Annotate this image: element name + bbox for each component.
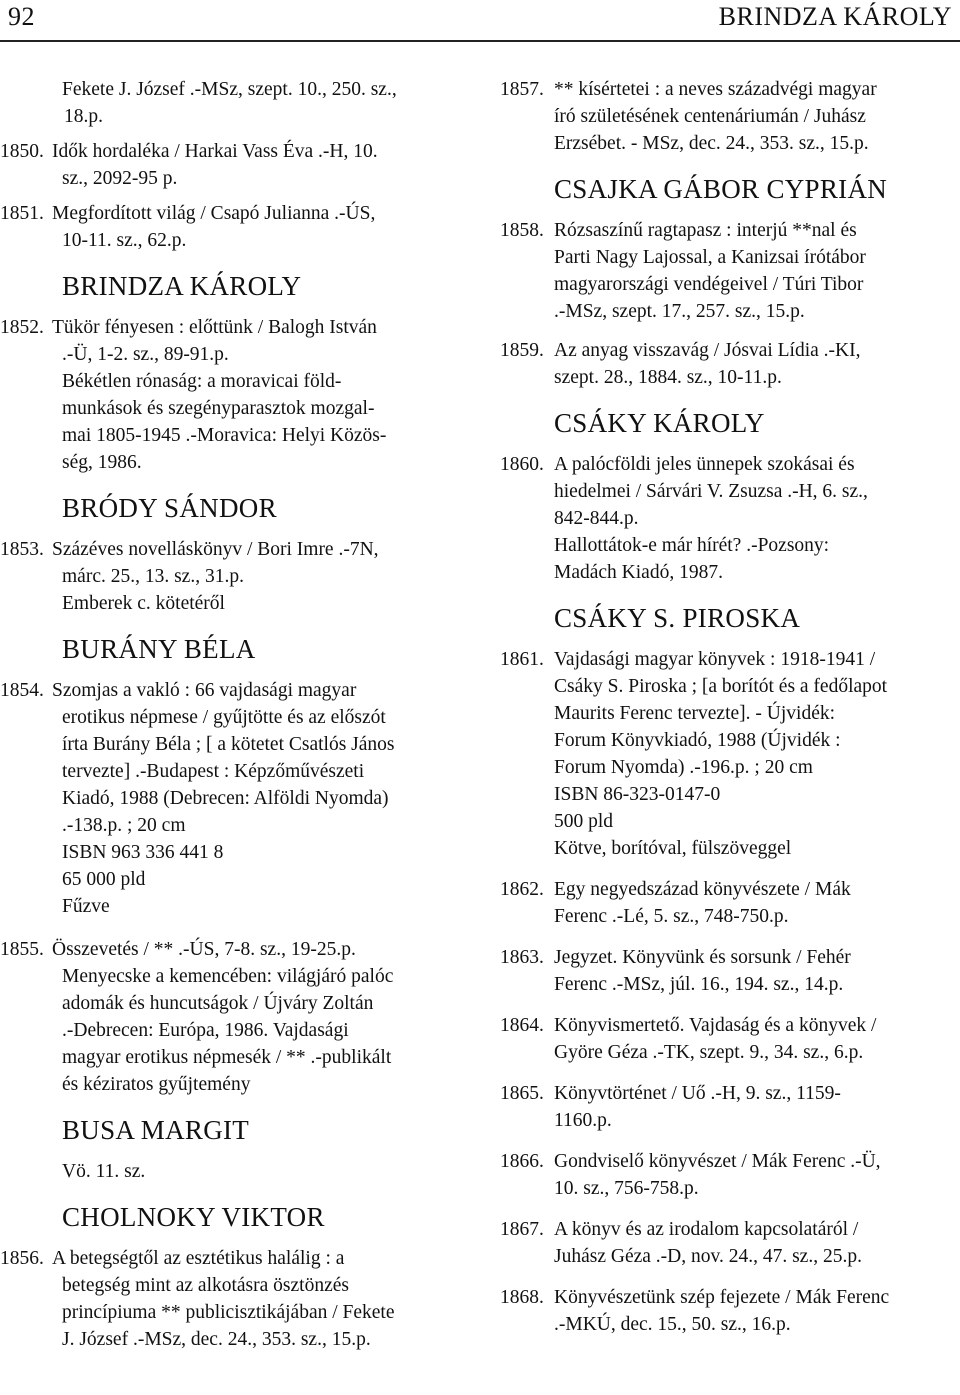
- entry-line: Emberek c. kötetéről: [62, 593, 225, 614]
- entry-line: Vö. 11. sz.: [62, 1161, 146, 1182]
- entry-line: írta Burány Béla ; [ a kötetet Csatlós János: [62, 734, 395, 755]
- entry-number: 1867.: [500, 1219, 544, 1240]
- entry-line: Györe Géza .-TK, szept. 9., 34. sz., 6.p.: [554, 1042, 864, 1063]
- entry-line: adomák és huncutságok / Újváry Zoltán: [62, 993, 374, 1014]
- entry-line: 18.p.: [64, 106, 103, 127]
- entry-1858: [500, 217, 956, 325]
- entry-number: 1859.: [500, 340, 544, 361]
- entry-line: ISBN 86-323-0147-0: [554, 784, 721, 805]
- running-head: BRINDZA KÁROLY: [718, 2, 952, 31]
- entry-line: J. József .-MSz, dec. 24., 353. sz., 15.p.: [62, 1329, 371, 1350]
- entry-line: Tükör fényesen : előttünk / Balogh István: [52, 317, 377, 338]
- entry-line: tervezte] .-Budapest : Képzőművészeti: [62, 761, 365, 782]
- entry-line: ség, 1986.: [62, 452, 142, 473]
- entry-1856: [0, 1245, 464, 1353]
- entry-line: Forum Könyvkiadó, 1988 (Újvidék :: [554, 730, 841, 751]
- entry-1866: [500, 1148, 956, 1202]
- entry-line: Juhász Géza .-D, nov. 24., 47. sz., 25.p.: [554, 1246, 862, 1267]
- entry-line: Rózsaszínű ragtapasz : interjú **nal és: [554, 220, 857, 241]
- entry-line: Maurits Ferenc tervezte]. - Újvidék:: [554, 703, 836, 724]
- entry-line: betegség mint az alkotásra ösztönzés: [62, 1275, 349, 1296]
- entry-line: magyarországi vendégeivel / Túri Tibor: [554, 274, 864, 295]
- entry-1860: [500, 451, 956, 586]
- entry-line: Megfordított világ / Csapó Julianna .-ÚS,: [52, 203, 376, 224]
- entry-1865: [500, 1080, 956, 1134]
- entry-number: 1852.: [0, 317, 44, 338]
- entry-line: Gondviselő könyvészet / Mák Ferenc .-Ü,: [554, 1151, 881, 1172]
- entry-line: Erzsébet. - MSz, dec. 24., 353. sz., 15.p.: [554, 133, 869, 154]
- entry-line: Kiadó, 1988 (Debrecen: Alföldi Nyomda): [62, 788, 389, 809]
- entry-line: Parti Nagy Lajossal, a Kanizsai írótábor: [554, 247, 866, 268]
- entry-line: Fűzve: [62, 896, 110, 917]
- entry-line: márc. 25., 13. sz., 31.p.: [62, 566, 244, 587]
- entry-line: Könyvtörténet / Uő .-H, 9. sz., 1159-: [554, 1083, 841, 1104]
- author-heading: CSÁKY S. PIROSKA: [554, 603, 801, 633]
- author-heading: BURÁNY BÉLA: [62, 634, 256, 664]
- entry-line: magyar erotikus népmesék / ** .-publikált: [62, 1047, 392, 1068]
- entry-number: 1865.: [500, 1083, 544, 1104]
- page-header: [0, 0, 960, 44]
- entry-line: 842-844.p.: [554, 508, 639, 529]
- entry-line: 10. sz., 756-758.p.: [554, 1178, 699, 1199]
- left-column: [0, 76, 464, 1361]
- entry-line: Ferenc .-Lé, 5. sz., 748-750.p.: [554, 906, 789, 927]
- header-rule: [0, 40, 960, 42]
- entry-line: Menyecske a kemencében: világjáró palóc: [62, 966, 394, 987]
- entry-line: Hallottátok-e már hírét? .-Pozsony:: [554, 535, 830, 556]
- entry-1867: [500, 1216, 956, 1270]
- entry-line: munkások és szegényparasztok mozgal-: [62, 398, 375, 419]
- entry-1861: [500, 646, 956, 862]
- entry-1855: [0, 936, 464, 1098]
- entry-line: .-138.p. ; 20 cm: [62, 815, 186, 836]
- entry-number: 1863.: [500, 947, 544, 968]
- entry-line: Összevetés / ** .-ÚS, 7-8. sz., 19-25.p.: [52, 939, 356, 960]
- entry-line: Ferenc .-MSz, júl. 16., 194. sz., 14.p.: [554, 974, 844, 995]
- author-heading: CSAJKA GÁBOR CYPRIÁN: [554, 174, 888, 204]
- entry-number: 1853.: [0, 539, 44, 560]
- entry-line: Fekete J. József .-MSz, szept. 10., 250. sz.,: [62, 79, 397, 100]
- entry-1863: [500, 944, 956, 998]
- entry-1852: [0, 314, 464, 476]
- entry-line: Madách Kiadó, 1987.: [554, 562, 723, 583]
- entry-1853: [0, 536, 464, 617]
- entry-line: 500 pld: [554, 811, 614, 832]
- entry-line: ** kísértetei : a neves századvégi magyar: [554, 79, 877, 100]
- entry-number: 1862.: [500, 879, 544, 900]
- entry-number: 1861.: [500, 649, 544, 670]
- entry-line: .-Ü, 1-2. sz., 89-91.p.: [62, 344, 229, 365]
- entry-line: szept. 28., 1884. sz., 10-11.p.: [554, 367, 782, 388]
- author-heading: CSÁKY KÁROLY: [554, 408, 765, 438]
- entry-line: .-MSz, szept. 17., 257. sz., 15.p.: [554, 301, 805, 322]
- author-heading: BRINDZA KÁROLY: [62, 271, 302, 301]
- entry-line: Könyvismertető. Vajdaság és a könyvek /: [554, 1015, 877, 1036]
- entry-line: 65 000 pld: [62, 869, 146, 890]
- entry-number: 1851.: [0, 203, 44, 224]
- continued-entry: [62, 76, 464, 130]
- entry-line: 10-11. sz., 62.p.: [62, 230, 187, 251]
- entry-line: A betegségtől az esztétikus halálig : a: [52, 1248, 345, 1269]
- entry-number: 1866.: [500, 1151, 544, 1172]
- entry-1864: [500, 1012, 956, 1066]
- entry-1862: [500, 876, 956, 930]
- entry-line: Vajdasági magyar könyvek : 1918-1941 /: [554, 649, 876, 670]
- entry-number: 1860.: [500, 454, 544, 475]
- entry-number: 1855.: [0, 939, 44, 960]
- entry-line: és kéziratos gyűjtemény: [62, 1074, 251, 1095]
- entry-line: ISBN 963 336 441 8: [62, 842, 224, 863]
- entry-line: Kötve, borítóval, fülszöveggel: [554, 838, 792, 859]
- right-column: [500, 76, 956, 1346]
- entry-line: princípiuma ** publicisztikájában / Fekete: [62, 1302, 395, 1323]
- entry-line: 1160.p.: [554, 1110, 612, 1131]
- entry-1857: [500, 76, 956, 157]
- entry-line: Csáky S. Piroska ; [a borítót és a fedőlapot: [554, 676, 888, 697]
- entry-number: 1868.: [500, 1287, 544, 1308]
- entry-line: Jegyzet. Könyvünk és sorsunk / Fehér: [554, 947, 851, 968]
- entry-1851: [0, 200, 464, 254]
- entry-line: Egy negyedszázad könyvészete / Mák: [554, 879, 851, 900]
- page-number: 92: [8, 2, 35, 31]
- entry-line: A palócföldi jeles ünnepek szokásai és: [554, 454, 855, 475]
- entry-line: Forum Nyomda) .-196.p. ; 20 cm: [554, 757, 813, 778]
- entry-line: erotikus népmese / gyűjtötte és az előszót: [62, 707, 386, 728]
- entry-line: Idők hordaléka / Harkai Vass Éva .-H, 10.: [52, 141, 378, 162]
- entry-number: 1858.: [500, 220, 544, 241]
- entry-line: Könyvészetünk szép fejezete / Mák Ferenc: [554, 1287, 890, 1308]
- entry-line: Békétlen rónaság: a moravicai föld-: [62, 371, 342, 392]
- entry-number: 1850.: [0, 141, 44, 162]
- entry-number: 1857.: [500, 79, 544, 100]
- entry-line: Szomjas a vakló : 66 vajdasági magyar: [52, 680, 357, 701]
- entry-line: író születésének centenáriumán / Juhász: [554, 106, 866, 127]
- entry-line: hiedelmei / Sárvári V. Zsuzsa .-H, 6. sz.,: [554, 481, 868, 502]
- entry-line: .-Debrecen: Európa, 1986. Vajdasági: [62, 1020, 349, 1041]
- entry-1850: [0, 138, 464, 192]
- entry-line: A könyv és az irodalom kapcsolatáról /: [554, 1219, 859, 1240]
- entry-1868: [500, 1284, 956, 1338]
- author-heading: BRÓDY SÁNDOR: [62, 493, 277, 523]
- entry-number: 1864.: [500, 1015, 544, 1036]
- author-heading: CHOLNOKY VIKTOR: [62, 1202, 325, 1232]
- entry-line: Százéves novelláskönyv / Bori Imre .-7N,: [52, 539, 379, 560]
- entry-line: .-MKÚ, dec. 15., 50. sz., 16.p.: [554, 1314, 791, 1335]
- entry-1854: [0, 677, 464, 920]
- entry-line: Az anyag visszavág / Jósvai Lídia .-KI,: [554, 340, 861, 361]
- author-heading: BUSA MARGIT: [62, 1115, 250, 1145]
- cross-reference: [62, 1158, 464, 1185]
- entry-line: mai 1805-1945 .-Moravica: Helyi Közös-: [62, 425, 387, 446]
- entry-line: sz., 2092-95 p.: [62, 168, 178, 189]
- entry-number: 1854.: [0, 680, 44, 701]
- entry-number: 1856.: [0, 1248, 44, 1269]
- entry-1859: [500, 337, 956, 391]
